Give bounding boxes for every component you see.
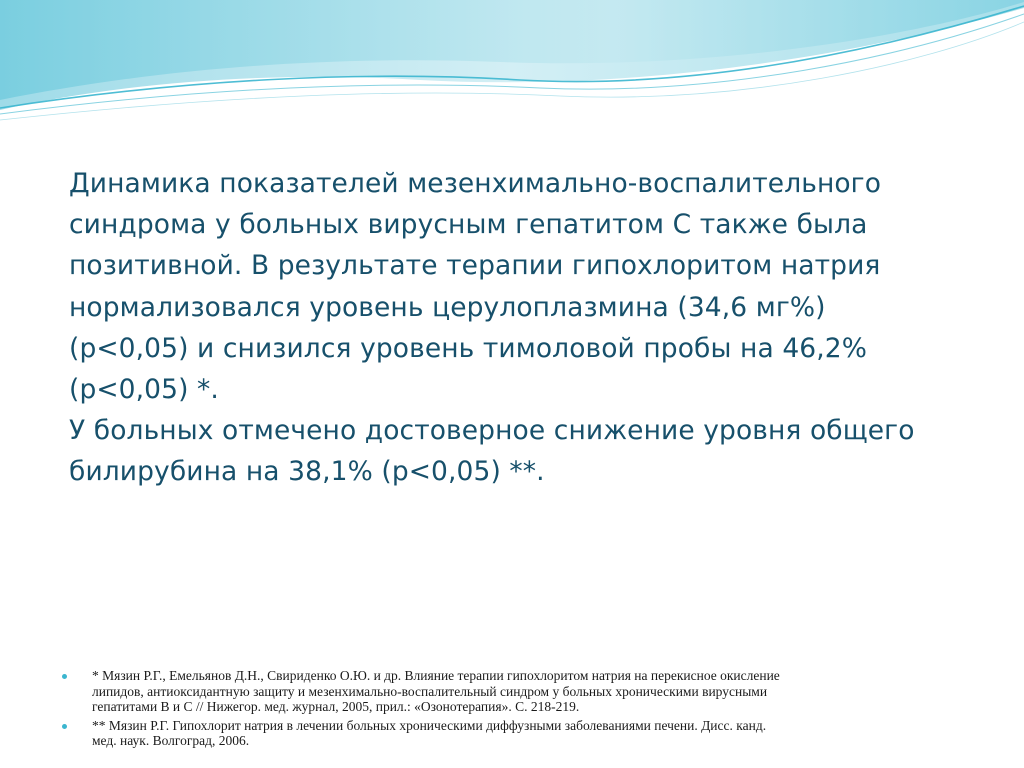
footnote-item	[62, 718, 962, 749]
body-paragraph-2: У больных отмечено достоверное снижение уровня общего билирубина на 38,1% (р<0,05) **.	[69, 415, 915, 488]
footnote-text-2: ** Мязин Р.Г. Гипохлорит натрия в лечении больных хроническими диффузными заболеваниями печени. Дисс. канд. мед. наук. Волгоград, 2006.	[92, 717, 767, 749]
footnotes-list	[62, 668, 962, 752]
footnote-text-1: * Мязин Р.Г., Емельянов Д.Н., Свириденко О.Ю. и др. Влияние терапии гипохлоритом натрия на перекисное окисление липидов, антиоксидантную защиту и мезенхимально-воспалительный синдром у больных хроническими вирусными гепатитами В и С // Нижегор. мед. журнал, 2005, прил.: «Озонотерапия». С. 218-219.	[92, 668, 780, 715]
main-body-text	[69, 163, 949, 493]
footnote-item	[62, 668, 962, 715]
bullet-dot-icon	[62, 674, 67, 679]
body-paragraph-1: Динамика показателей мезенхимально-воспалительного синдрома у больных вирусным гепатитом С также была позитивной. В результате терапии гипохлоритом натрия нормализовался уровень церулоплазмина (34,6 мг%) (р<0,05) и снизился уровень тимоловой пробы на 46,2% (р<0,05) *.	[69, 168, 882, 406]
bullet-dot-icon	[62, 724, 67, 729]
header-wave-decoration	[0, 0, 1024, 130]
